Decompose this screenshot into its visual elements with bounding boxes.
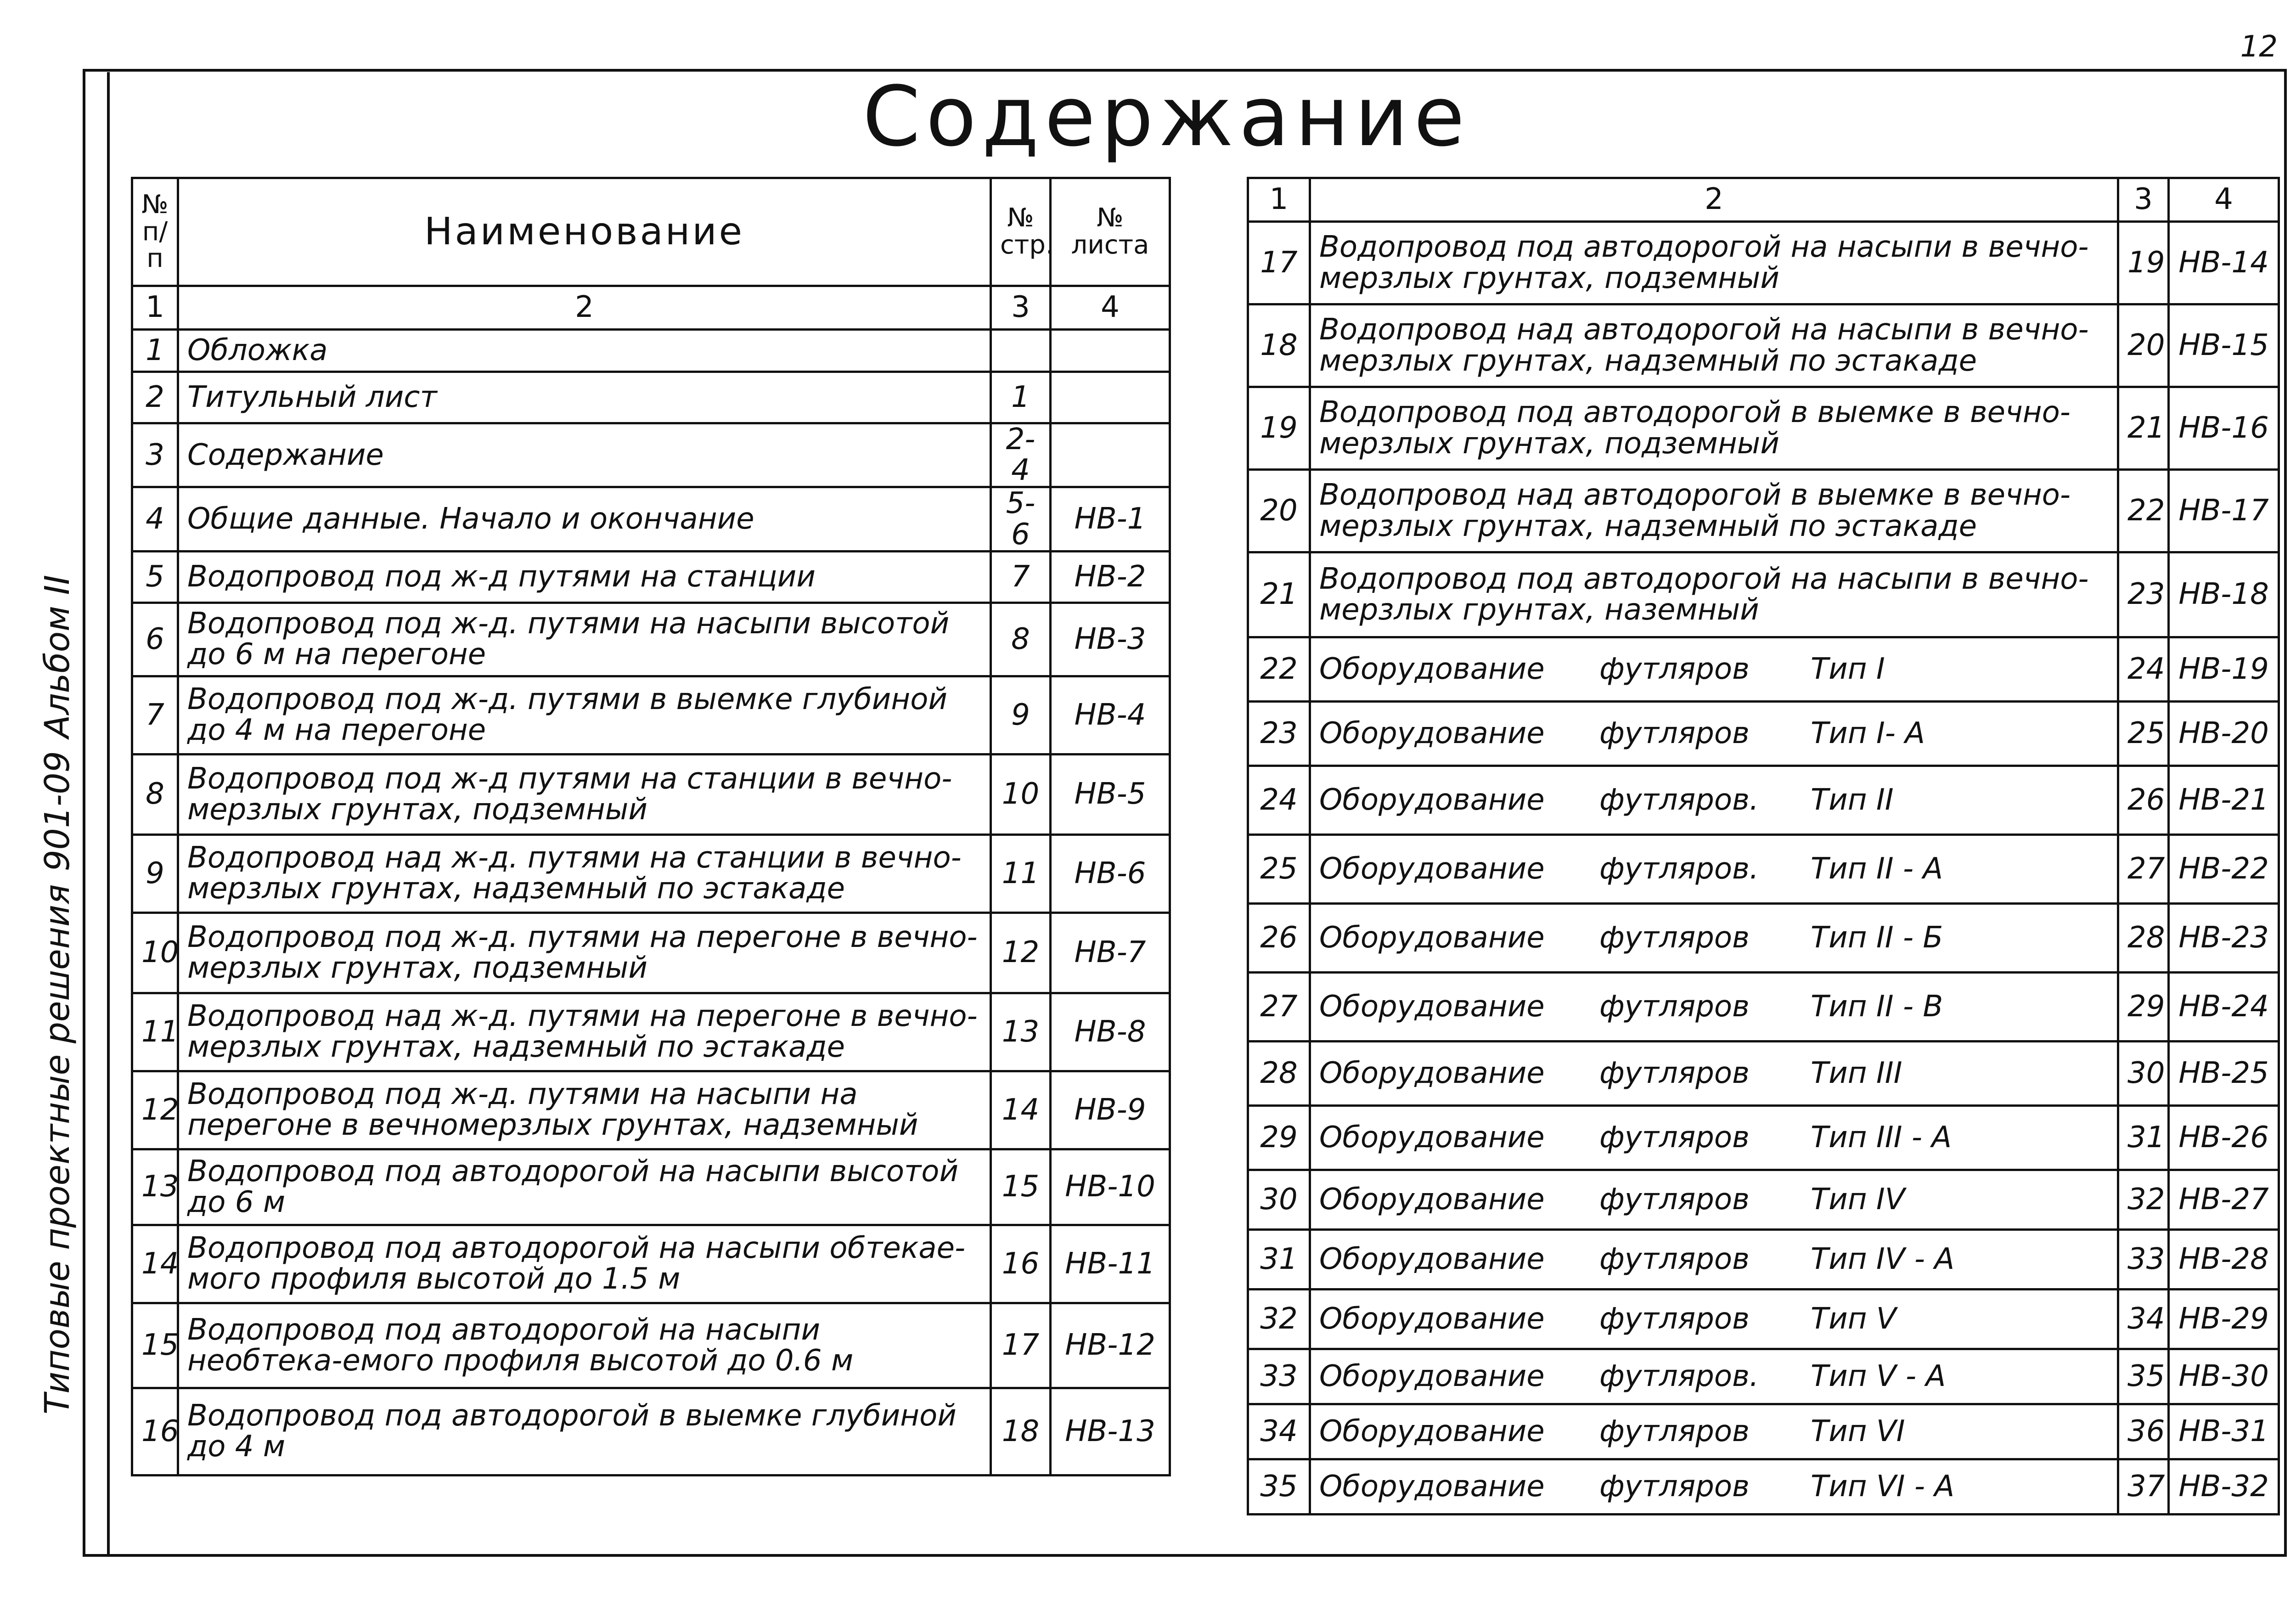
row-name (1310, 904, 2118, 973)
equipment-word: Оборудование (1319, 1359, 1545, 1393)
row-sheet: НВ-12 (1051, 1303, 1170, 1388)
column-index: 3 (991, 286, 1051, 330)
row-sheet: НВ-13 (1051, 1388, 1170, 1475)
equipment-name (1319, 1244, 2109, 1275)
equipment-name (1319, 1361, 2109, 1392)
row-sheet: НВ-29 (2169, 1290, 2279, 1349)
row-number: 10 (132, 912, 178, 993)
table-row (1248, 702, 2279, 766)
case-word: футляров (1599, 716, 1750, 750)
row-name (1310, 1230, 2118, 1290)
equipment-name (1319, 1058, 2109, 1089)
row-sheet: НВ-23 (2169, 904, 2279, 973)
equipment-word: Оборудование (1319, 783, 1545, 817)
row-page: 19 (2118, 222, 2169, 304)
row-sheet: НВ-28 (2169, 1230, 2279, 1290)
row-number: 12 (132, 1071, 178, 1149)
row-name: Водопровод над ж-д. путями на станции в вечно-мерзлых грунтах, надземный по эстакаде (178, 834, 991, 912)
row-sheet (1051, 372, 1170, 423)
row-name: Водопровод под автодорогой на насыпи необтека-емого профиля высотой до 0.6 м (178, 1303, 991, 1388)
row-sheet: НВ-24 (2169, 973, 2279, 1042)
equipment-word: Оборудование (1319, 652, 1545, 686)
row-page: 28 (2118, 904, 2169, 973)
row-page: 7 (991, 551, 1051, 603)
row-name: Обложка (178, 330, 991, 372)
equipment-word: Оборудование (1319, 1182, 1545, 1216)
binding-margin-rule (107, 72, 110, 1555)
equipment-name (1319, 718, 2109, 749)
case-word: футляров (1599, 1056, 1750, 1090)
table-row (132, 487, 1170, 551)
equipment-name (1319, 920, 2109, 955)
row-page: 17 (991, 1303, 1051, 1388)
row-name (1310, 1106, 2118, 1170)
row-sheet: НВ-19 (2169, 637, 2279, 702)
row-sheet: НВ-7 (1051, 912, 1170, 993)
row-name: Водопровод под ж-д. путями на перегоне в вечно-мерзлых грунтах, подземный (178, 912, 991, 993)
left-contents-table (131, 177, 1171, 1476)
header-sheet-symbol: № (1097, 203, 1124, 233)
row-name: Водопровод под ж-д. путями на насыпи на перегоне в вечномерзлых грунтах, надземный (178, 1071, 991, 1149)
row-page: 15 (991, 1149, 1051, 1225)
equipment-name (1319, 1122, 2109, 1153)
row-page: 37 (2118, 1459, 2169, 1515)
row-sheet (1051, 423, 1170, 487)
row-page: 35 (2118, 1349, 2169, 1404)
row-number: 15 (132, 1303, 178, 1388)
table-row (132, 603, 1170, 676)
row-sheet: НВ-9 (1051, 1071, 1170, 1149)
header-page-abbr: стр. (1000, 230, 1054, 260)
row-sheet: НВ-17 (2169, 470, 2279, 552)
row-page: 26 (2118, 766, 2169, 835)
row-name (1310, 766, 2118, 835)
row-number: 11 (132, 993, 178, 1071)
row-sheet: НВ-4 (1051, 676, 1170, 754)
row-page: 1 (991, 372, 1051, 423)
header-number (132, 178, 178, 286)
row-sheet: НВ-11 (1051, 1225, 1170, 1303)
row-number: 8 (132, 754, 178, 834)
side-label (32, 129, 83, 1414)
row-number: 22 (1248, 637, 1310, 702)
case-word: футляров (1599, 1120, 1750, 1154)
type-label: Тип V - А (1811, 1359, 1946, 1393)
row-number: 28 (1248, 1042, 1310, 1106)
case-word: футляров (1599, 652, 1750, 686)
row-page: 11 (991, 834, 1051, 912)
table-row (1248, 1459, 2279, 1515)
table-row (1248, 1042, 2279, 1106)
row-sheet: НВ-30 (2169, 1349, 2279, 1404)
row-name (1310, 1459, 2118, 1515)
row-name (1310, 835, 2118, 904)
table-row (1248, 1404, 2279, 1459)
row-sheet: НВ-18 (2169, 552, 2279, 637)
table-row (1248, 222, 2279, 304)
row-name (1310, 637, 2118, 702)
type-label: Тип V (1811, 1301, 1896, 1336)
column-index: 1 (132, 286, 178, 330)
row-page: 13 (991, 993, 1051, 1071)
row-name: Водопровод под автодорогой на насыпи в вечно-мерзлых грунтах, наземный (1310, 552, 2118, 637)
equipment-word: Оборудование (1319, 1469, 1545, 1504)
row-number: 3 (132, 423, 178, 487)
equipment-word: Оборудование (1319, 1242, 1545, 1276)
equipment-name (1319, 1416, 2109, 1447)
row-sheet: НВ-27 (2169, 1170, 2279, 1230)
row-sheet: НВ-26 (2169, 1106, 2279, 1170)
type-label: Тип II (1811, 783, 1894, 817)
case-word: футляров (1599, 1301, 1750, 1336)
row-name: Содержание (178, 423, 991, 487)
table-row (1248, 552, 2279, 637)
side-label-series: Типовые проектные решения (38, 884, 77, 1414)
equipment-name (1319, 1301, 2109, 1336)
page-title: Содержание (862, 69, 1470, 165)
table-row (132, 754, 1170, 834)
row-name (1310, 1290, 2118, 1349)
column-index: 3 (2118, 178, 2169, 222)
right-contents-table (1247, 177, 2280, 1515)
row-sheet (1051, 330, 1170, 372)
equipment-word: Оборудование (1319, 1056, 1545, 1090)
row-number: 2 (132, 372, 178, 423)
column-index-row (1248, 178, 2279, 222)
type-label: Тип II - А (1811, 851, 1943, 886)
table-row (132, 834, 1170, 912)
row-sheet: НВ-2 (1051, 551, 1170, 603)
row-page: 31 (2118, 1106, 2169, 1170)
table-row (1248, 1230, 2279, 1290)
row-page: 10 (991, 754, 1051, 834)
row-name: Водопровод над автодорогой в выемке в вечно-мерзлых грунтах, надземный по эстакаде (1310, 470, 2118, 552)
header-page (991, 178, 1054, 286)
type-label: Тип VI (1811, 1414, 1905, 1448)
equipment-word: Оборудование (1319, 1301, 1545, 1336)
equipment-name (1319, 851, 2109, 886)
type-label: Тип IV - А (1811, 1242, 1955, 1276)
row-number: 6 (132, 603, 178, 676)
equipment-word: Оборудование (1319, 716, 1545, 750)
type-label: Тип III (1811, 1056, 1902, 1090)
table-row (1248, 1106, 2279, 1170)
table-row (132, 1225, 1170, 1303)
case-word: футляров. (1599, 1359, 1759, 1393)
table-row (132, 1303, 1170, 1388)
equipment-word: Оборудование (1319, 851, 1545, 886)
table-row (132, 1071, 1170, 1149)
row-page: 30 (2118, 1042, 2169, 1106)
row-number: 30 (1248, 1170, 1310, 1230)
case-word: футляров. (1599, 783, 1759, 817)
row-sheet: НВ-1 (1051, 487, 1170, 551)
table-row (1248, 1290, 2279, 1349)
row-number: 26 (1248, 904, 1310, 973)
row-name: Водопровод над ж-д. путями на перегоне в вечно-мерзлых грунтах, надземный по эстакаде (178, 993, 991, 1071)
header-page-symbol: № (1007, 203, 1034, 233)
equipment-name (1319, 991, 2109, 1022)
row-number: 7 (132, 676, 178, 754)
column-index: 2 (1310, 178, 2118, 222)
row-page: 29 (2118, 973, 2169, 1042)
column-index: 4 (1051, 286, 1170, 330)
row-number: 4 (132, 487, 178, 551)
row-sheet: НВ-6 (1051, 834, 1170, 912)
row-page: 34 (2118, 1290, 2169, 1349)
row-number: 31 (1248, 1230, 1310, 1290)
row-page: 25 (2118, 702, 2169, 766)
table-row (132, 330, 1170, 372)
row-number: 14 (132, 1225, 178, 1303)
row-page: 5-6 (991, 487, 1051, 551)
table-row (132, 1149, 1170, 1225)
row-page: 9 (991, 676, 1051, 754)
case-word: футляров (1599, 1469, 1750, 1504)
header-sheet-abbr: листа (1071, 230, 1149, 260)
row-number: 17 (1248, 222, 1310, 304)
table-row (132, 1388, 1170, 1475)
equipment-word: Оборудование (1319, 920, 1545, 955)
equipment-word: Оборудование (1319, 1414, 1545, 1448)
equipment-word: Оборудование (1319, 1120, 1545, 1154)
row-sheet: НВ-25 (2169, 1042, 2279, 1106)
row-page: 21 (2118, 387, 2169, 470)
row-sheet: НВ-31 (2169, 1404, 2279, 1459)
table-row (132, 676, 1170, 754)
case-word: футляров (1599, 1414, 1750, 1448)
row-page: 27 (2118, 835, 2169, 904)
side-label-code: 901-09 (38, 751, 77, 872)
row-name: Водопровод над автодорогой на насыпи в вечно-мерзлых грунтах, надземный по эстакаде (1310, 304, 2118, 387)
table-row (1248, 1170, 2279, 1230)
header-number-abbr: п/п (142, 216, 168, 274)
row-name: Водопровод под ж-д путями на станции в вечно-мерзлых грунтах, подземный (178, 754, 991, 834)
table-row (1248, 387, 2279, 470)
header-number-symbol: № (141, 189, 169, 220)
type-label: Тип VI - А (1811, 1469, 1955, 1504)
row-number: 33 (1248, 1349, 1310, 1404)
row-name: Водопровод под автодорогой в выемке глубиной до 4 м (178, 1388, 991, 1475)
type-label: Тип III - А (1811, 1120, 1952, 1154)
row-number: 16 (132, 1388, 178, 1475)
row-page: 20 (2118, 304, 2169, 387)
row-name (1310, 1042, 2118, 1106)
row-name (1310, 973, 2118, 1042)
row-number: 24 (1248, 766, 1310, 835)
table-row (1248, 973, 2279, 1042)
side-label-album: Альбом II (38, 574, 77, 738)
row-page: 14 (991, 1071, 1051, 1149)
row-page: 18 (991, 1388, 1051, 1475)
row-name: Титульный лист (178, 372, 991, 423)
equipment-word: Оборудование (1319, 989, 1545, 1024)
row-sheet: НВ-14 (2169, 222, 2279, 304)
row-sheet: НВ-32 (2169, 1459, 2279, 1515)
type-label: Тип IV (1811, 1182, 1905, 1216)
row-page: 24 (2118, 637, 2169, 702)
row-number: 18 (1248, 304, 1310, 387)
row-sheet: НВ-10 (1051, 1149, 1170, 1225)
row-name (1310, 1349, 2118, 1404)
row-number: 19 (1248, 387, 1310, 470)
row-sheet: НВ-3 (1051, 603, 1170, 676)
table-row (132, 551, 1170, 603)
case-word: футляров (1599, 989, 1750, 1024)
header-name: Наименование (178, 178, 991, 286)
row-sheet: НВ-16 (2169, 387, 2279, 470)
row-page: 23 (2118, 552, 2169, 637)
row-number: 13 (132, 1149, 178, 1225)
row-number: 20 (1248, 470, 1310, 552)
row-number: 34 (1248, 1404, 1310, 1459)
table-row (1248, 1349, 2279, 1404)
row-sheet: НВ-5 (1051, 754, 1170, 834)
row-sheet: НВ-22 (2169, 835, 2279, 904)
table-row (132, 423, 1170, 487)
table-row (132, 372, 1170, 423)
row-page: 2-4 (991, 423, 1051, 487)
row-name: Общие данные. Начало и окончание (178, 487, 991, 551)
table-row (1248, 637, 2279, 702)
row-number: 9 (132, 834, 178, 912)
header-sheet (1051, 178, 1170, 286)
row-number: 1 (132, 330, 178, 372)
row-page: 12 (991, 912, 1051, 993)
row-number: 27 (1248, 973, 1310, 1042)
case-word: футляров. (1599, 851, 1759, 886)
row-page: 33 (2118, 1230, 2169, 1290)
table-row (132, 993, 1170, 1071)
equipment-name (1319, 785, 2109, 816)
type-label: Тип I (1811, 652, 1885, 686)
type-label: Тип II - Б (1811, 920, 1943, 955)
column-index-row (132, 286, 1170, 330)
row-sheet: НВ-15 (2169, 304, 2279, 387)
row-page: 32 (2118, 1170, 2169, 1230)
table-row (1248, 766, 2279, 835)
row-name: Водопровод под автодорогой на насыпи в вечно-мерзлых грунтах, подземный (1310, 222, 2118, 304)
column-index: 1 (1248, 178, 1310, 222)
row-name: Водопровод под ж-д путями на станции (178, 551, 991, 603)
row-name (1310, 1170, 2118, 1230)
row-page: 22 (2118, 470, 2169, 552)
row-name (1310, 702, 2118, 766)
column-index: 4 (2169, 178, 2279, 222)
row-page: 36 (2118, 1404, 2169, 1459)
row-number: 21 (1248, 552, 1310, 637)
row-number: 5 (132, 551, 178, 603)
row-name: Водопровод под автодорогой в выемке в вечно-мерзлых грунтах, подземный (1310, 387, 2118, 470)
page-number: 12 (2240, 30, 2278, 64)
row-number: 32 (1248, 1290, 1310, 1349)
row-number: 23 (1248, 702, 1310, 766)
row-sheet: НВ-21 (2169, 766, 2279, 835)
row-number: 25 (1248, 835, 1310, 904)
row-name (1310, 1404, 2118, 1459)
row-number: 35 (1248, 1459, 1310, 1515)
row-page (991, 330, 1051, 372)
equipment-name (1319, 654, 2109, 685)
column-index: 2 (178, 286, 991, 330)
row-number: 29 (1248, 1106, 1310, 1170)
table-row (1248, 470, 2279, 552)
equipment-name (1319, 1471, 2109, 1502)
row-sheet: НВ-20 (2169, 702, 2279, 766)
row-page: 8 (991, 603, 1051, 676)
row-name: Водопровод под ж-д. путями в выемке глубиной до 4 м на перегоне (178, 676, 991, 754)
case-word: футляров (1599, 1242, 1750, 1276)
case-word: футляров (1599, 1182, 1750, 1216)
table-row (1248, 304, 2279, 387)
row-name: Водопровод под автодорогой на насыпи обтекае-мого профиля высотой до 1.5 м (178, 1225, 991, 1303)
type-label: Тип II - В (1811, 989, 1943, 1024)
row-page: 16 (991, 1225, 1051, 1303)
row-name: Водопровод под автодорогой на насыпи высотой до 6 м (178, 1149, 991, 1225)
row-name: Водопровод под ж-д. путями на насыпи высотой до 6 м на перегоне (178, 603, 991, 676)
table-row (1248, 904, 2279, 973)
table-row (1248, 835, 2279, 904)
row-sheet: НВ-8 (1051, 993, 1170, 1071)
type-label: Тип I- А (1811, 716, 1925, 750)
equipment-name (1319, 1184, 2109, 1215)
case-word: футляров (1599, 920, 1750, 955)
table-row (132, 912, 1170, 993)
